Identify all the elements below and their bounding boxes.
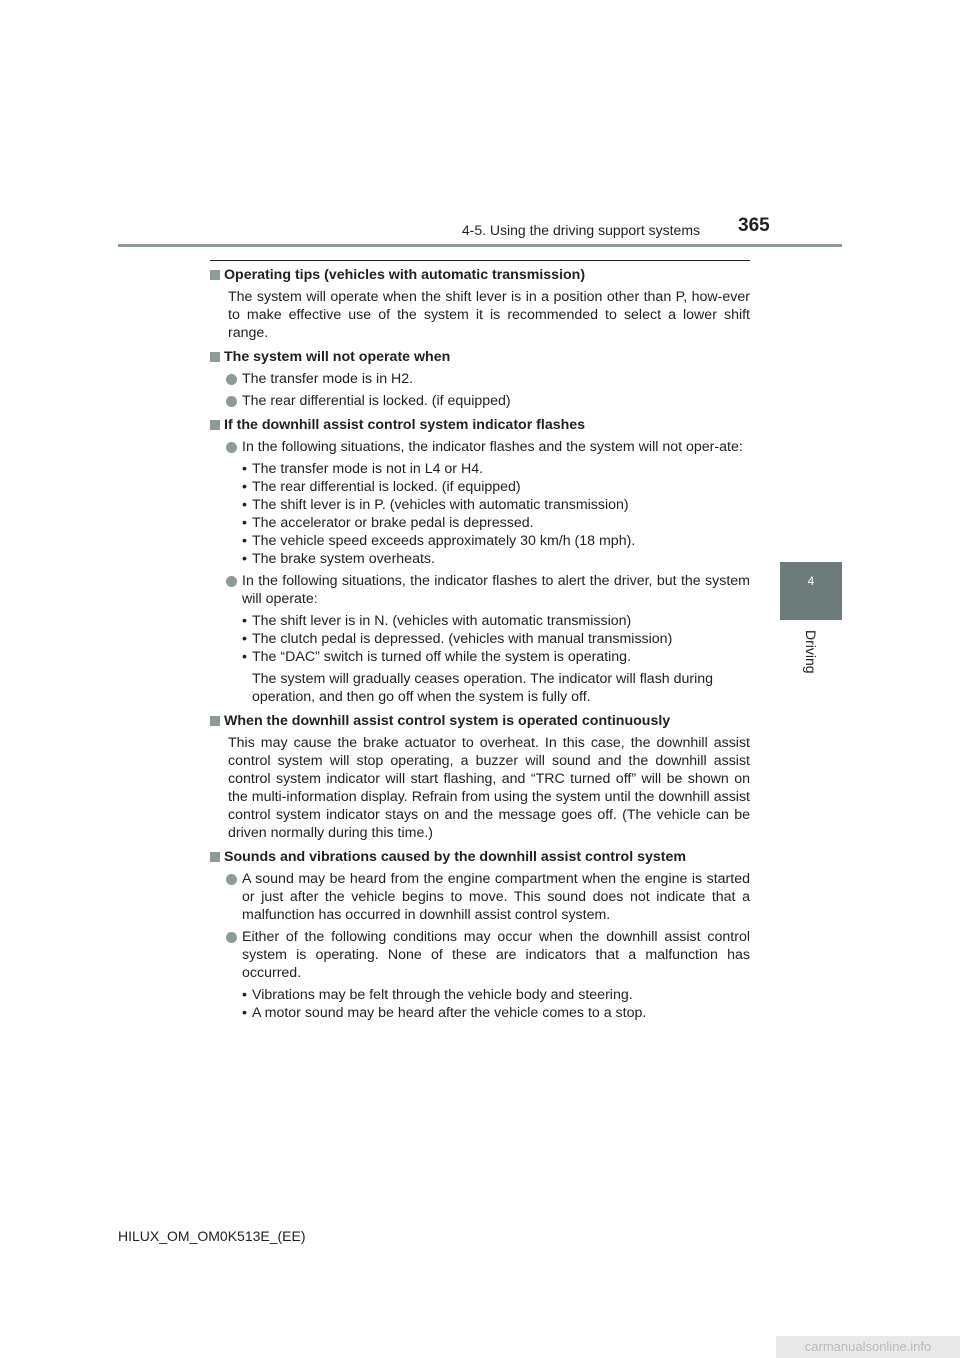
chapter-label-text: Driving <box>803 630 819 674</box>
list-item: A sound may be heard from the engine compartment when the engine is started or just after the vehicle begins to move. This sound does not indicate that a malfunction has occurred in downhill assist control system. <box>210 870 750 924</box>
sub-list-item: • The accelerator or brake pedal is depressed. <box>210 514 750 532</box>
sub-list-note: The system will gradually ceases operation. The indicator will flash during operation, and then go off when the system is fully off. <box>252 671 714 705</box>
circle-bullet-icon <box>226 576 237 587</box>
sub-list <box>210 986 750 1022</box>
section-heading: Sounds and vibrations caused by the downhill assist control system <box>210 848 750 866</box>
sub-list-item: • The “DAC” switch is turned off while the system is operating. <box>210 648 750 666</box>
sub-list-item: • The brake system overheats. <box>210 550 750 568</box>
document-code: HILUX_OM_OM0K513E_(EE) <box>118 1228 306 1244</box>
chapter-label <box>778 630 844 680</box>
content-rule <box>210 260 750 261</box>
circle-bullet-icon <box>226 442 237 453</box>
list-item: In the following situations, the indicator flashes and the system will not oper-ate: <box>210 438 750 456</box>
watermark: carmanualsonline.info <box>776 1336 960 1358</box>
section-paragraph: The system will operate when the shift lever is in a position other than P, how-ever to make effective use of the system it is recommended to select a lower shift range. <box>228 289 750 341</box>
section-will-not-operate <box>210 348 750 410</box>
circle-bullet-icon <box>226 932 237 943</box>
section-heading: When the downhill assist control system is operated continuously <box>210 712 750 730</box>
section-paragraph: This may cause the brake actuator to overheat. In this case, the downhill assist control system will stop operating, a buzzer will sound and the downhill assist control system indicator will start flashing, and “TRC turned off” will be shown on the multi-information display. Refrain from using the system until the downhill assist control system indicator stays on and the message goes off. (The vehicle can be driven normally during this time.) <box>228 735 750 841</box>
sub-list-item: • The shift lever is in N. (vehicles with automatic transmission) <box>210 612 750 630</box>
sub-list-item: • The vehicle speed exceeds approximately 30 km/h (18 mph). <box>210 532 750 550</box>
circle-bullet-icon <box>226 374 237 385</box>
chapter-tab[interactable] <box>780 562 842 620</box>
sub-list-item: • The shift lever is in P. (vehicles with automatic transmission) <box>210 496 750 514</box>
section-operating-tips <box>210 266 750 342</box>
sub-list <box>210 612 750 666</box>
square-bullet-icon <box>210 352 220 362</box>
list-item: In the following situations, the indicator flashes to alert the driver, but the system will operate: <box>210 572 750 608</box>
section-heading: Operating tips (vehicles with automatic transmission) <box>210 266 750 284</box>
section-indicator-flashes <box>210 416 750 706</box>
list-item: The rear differential is locked. (if equipped) <box>210 392 750 410</box>
section-sounds-vibrations <box>210 848 750 1022</box>
sub-list-item: • The transfer mode is not in L4 or H4. <box>210 460 750 478</box>
sub-list-item: • Vibrations may be felt through the vehicle body and steering. <box>210 986 750 1004</box>
circle-bullet-icon <box>226 874 237 885</box>
section-heading: The system will not operate when <box>210 348 750 366</box>
list-item: The transfer mode is in H2. <box>210 370 750 388</box>
sub-list-item: • The rear differential is locked. (if equipped) <box>210 478 750 496</box>
section-heading: If the downhill assist control system indicator flashes <box>210 416 750 434</box>
circle-bullet-icon <box>226 396 237 407</box>
list-item: Either of the following conditions may occur when the downhill assist control system is operating. None of these are indicators that a malfunction has occurred. <box>210 928 750 982</box>
sub-list-item: • A motor sound may be heard after the vehicle comes to a stop. <box>210 1004 750 1022</box>
chapter-number: 4 <box>807 574 815 588</box>
manual-content <box>210 266 750 1028</box>
square-bullet-icon <box>210 420 220 430</box>
square-bullet-icon <box>210 716 220 726</box>
sub-list <box>210 460 750 568</box>
section-title: 4-5. Using the driving support systems <box>461 222 700 238</box>
sub-list-item: • The clutch pedal is depressed. (vehicles with manual transmission) <box>210 630 750 648</box>
square-bullet-icon <box>210 852 220 862</box>
header-rule <box>118 244 842 247</box>
page-number: 365 <box>738 215 770 236</box>
section-operated-continuously <box>210 712 750 842</box>
square-bullet-icon <box>210 270 220 280</box>
